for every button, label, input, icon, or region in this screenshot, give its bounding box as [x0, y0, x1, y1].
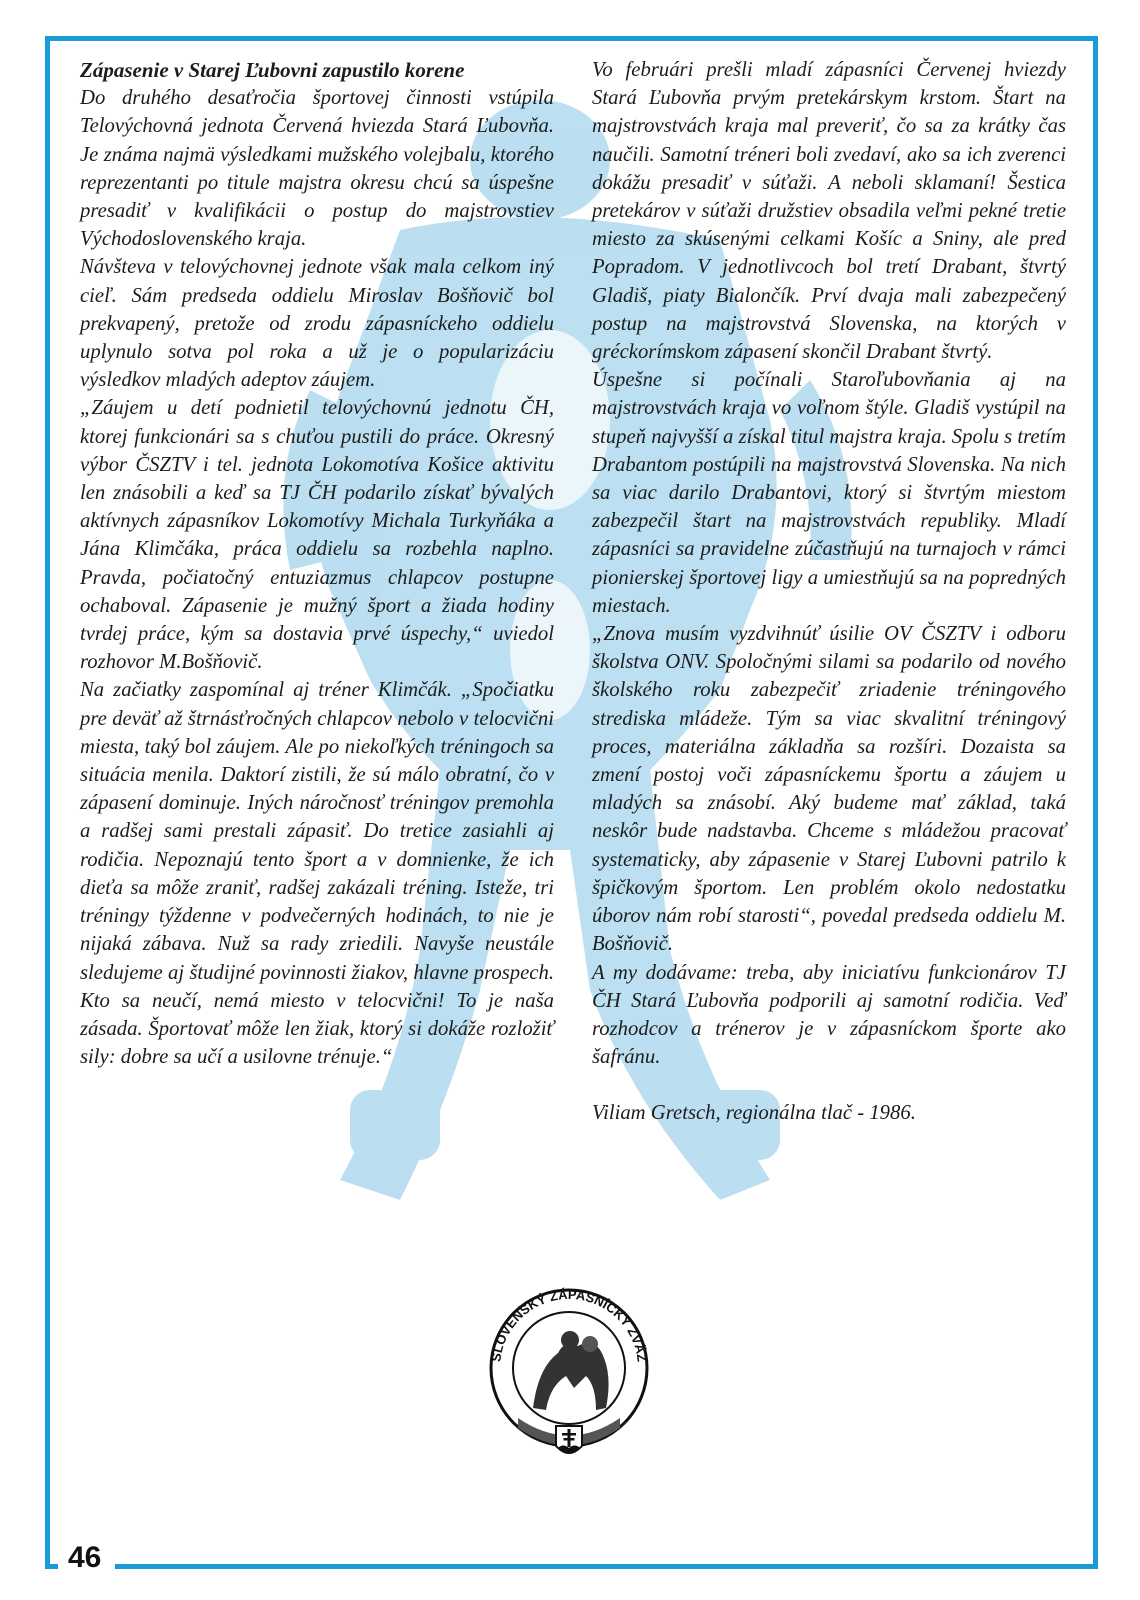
article-title: Zápasenie v Starej Ľubovni zapustilo korene: [80, 58, 465, 82]
page-number: 46: [58, 1538, 115, 1578]
article-paragraph: Do druhého desaťročia športovej činnosti vstúpila Telovýchovná jednota Červená hviezda Stará Ľubovňa. Je známa najmä výsledkami mužského volejbalu, ktorého reprezentanti po titule majstra okresu chcú sa úspešne presadiť v kvalifikácii o postup do majstrovstiev Východoslovenského kraja.: [80, 87, 554, 251]
article-paragraph: „Záujem u detí podnietil telovýchovnú jednotu ČH, ktorej funkcionári sa s chuťou pustili do práce. Okresný výbor ČSZTV i tel. jednota Lokomotíva Košice aktivitu len znásobili a keď sa TJ ČH podarilo získať bývalých aktívnych zápasníkov Lokomotívy Michala Turkyňáka a Jána Klimčáka, práca oddielu sa rozbehla naplno. Pravda, počiatočný entuziazmus chlapcov postupne ochaboval. Zápasenie je mužný šport a žiada hodiny tvrdej práce, kým sa dostavia prvé úspechy,“ uviedol rozhovor M.Bošňovič.: [80, 397, 554, 674]
wrestlers-emblem-icon: [478, 1268, 660, 1466]
article-paragraph: „Znova musím vyzdvihnúť úsilie OV ČSZTV i odboru školstva ONV. Spoločnými silami sa podarilo od nového školského roku zabezpečiť zriadenie tréningového strediska mládeže. Tým sa viac skvalitní tréningový proces, materiálna základňa sa rozšíri. Dozaista sa zmení postoj voči zápasníckemu športu a záujem u mladých sa znásobí. Aký budeme mať základ, taká neskôr bude nadstavba. Chceme s mládežou pracovať systematicky, aby zápasenie v Starej Ľubovni patrilo k špičkovým športom. Len problém okolo nedostatku úborov nám robí starosti“, povedal predseda oddielu M. Bošňovič.: [592, 623, 1066, 956]
article-paragraph: Na začiatky zaspomínal aj tréner Klimčák. „Spočiatku pre deväť až štrnásťročných chlapcov nebolo v telocvični miesta, taký bol záujem. Ale po niekoľkých tréningoch sa situácia menila. Daktorí zistili, že sú málo obratní, čo v zápasení dominuje. Iných náročnosť tréningov premohla a radšej sami prestali zápasiť. Do tretice zasiahli aj rodičia. Nepoznajú tento šport a v domnienke, že ich dieťa sa môže zraniť, radšej zakázali tréning. Isteže, tri tréningy týždenne v podvečerných hodinách, to nie je nijaká zábava. Nuž sa rady zriedili. Navyše neustále sledujeme aj študijné povinnosti žiakov, hlavne prospech. Kto sa neučí, nemá miesto v telocvični! To je naša zásada. Športovať môže len žiak, ktorý si dokáže rozložiť sily: dobre sa učí a usilovne trénuje.“: [80, 679, 554, 1069]
article-paragraph: A my dodávame: treba, aby iniciatívu funkcionárov TJ ČH Stará Ľubovňa podporili aj samotní rodičia. Veď rozhodcov a trénerov je v zápasníckom športe ako šafránu.: [592, 961, 1066, 1069]
logo-text: SLOVENSKÝ ZÁPASNÍCKY ZVÄZ: [488, 1286, 650, 1363]
article-right-column: [592, 56, 1066, 1128]
article-left-column: [80, 56, 554, 1071]
article-signature: Viliam Gretsch, regionálna tlač - 1986.: [592, 1102, 916, 1125]
article-paragraph: Návšteva v telovýchovnej jednote však mala celkom iný cieľ. Sám predseda oddielu Miroslav Bošňovič bol prekvapený, pretože od zrodu zápasníckeho oddielu uplynulo sotva pol roka a už je o popularizáciu výsledkov mladých adeptov záujem.: [80, 256, 554, 392]
article-paragraph: Úspešne si počínali Staroľubovňania aj na majstrovstvách kraja vo voľnom štýle. Gladiš vystúpil na stupeň najvyšší a získal titul majstra kraja. Spolu s tretím Drabantom postúpili na majstrovstvá Slovenska. Na nich sa viac darilo Drabantovi, ktorý si štvrtým miestom zabezpečil štart na majstrovstvách republiky. Mladí zápasníci sa pravidelne zúčastňujú na turnajoch v rámci pionierskej športovej ligy a umiestňujú sa na popredných miestach.: [592, 369, 1066, 617]
article-paragraph: Vo februári prešli mladí zápasníci Červenej hviezdy Stará Ľubovňa prvým pretekárskym krstom. Štart na majstrovstvách kraja mal preveriť, čo sa za krátky čas naučili. Samotní tréneri boli zvedaví, ako sa ich zverenci dokážu presadiť v súťaži. A neboli sklamaní! Šestica pretekárov v súťaži družstiev obsadila veľmi pekné tretie miesto za skúsenými celkami Košíc a Sniny, ale pred Popradom. V jednotlivcoch bol tretí Drabant, štvrtý Gladiš, piaty Bialončík. Prví dvaja mali zabezpečený postup na majstrovstvá Slovenska, na ktorých v gréckorímskom zápasení skončil Drabant štvrtý.: [592, 59, 1066, 364]
